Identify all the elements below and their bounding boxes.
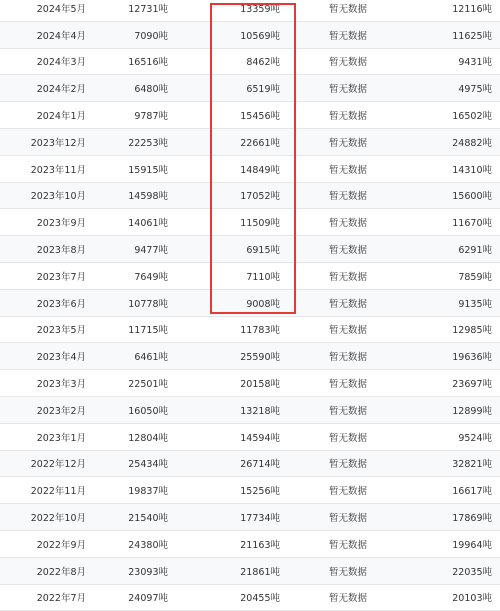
no-data-cell: 暂无数据 [328, 593, 367, 605]
month-cell: 2023年5月 [36, 325, 86, 337]
value-cell: 20158吨 [240, 379, 280, 391]
no-data-cell: 暂无数据 [328, 271, 367, 283]
value-cell: 9135吨 [458, 298, 492, 310]
value-cell: 14061吨 [128, 218, 168, 230]
value-cell: 9477吨 [134, 245, 168, 257]
month-cell: 2023年3月 [36, 379, 86, 391]
value-cell: 6915吨 [246, 245, 280, 257]
value-cell: 7649吨 [134, 271, 168, 283]
value-cell: 6461吨 [134, 352, 168, 364]
value-cell: 6291吨 [458, 245, 492, 257]
table-row [0, 343, 500, 370]
no-data-cell: 暂无数据 [328, 486, 367, 498]
no-data-cell: 暂无数据 [328, 539, 367, 551]
value-cell: 19837吨 [128, 486, 168, 498]
month-cell: 2023年11月 [30, 164, 86, 176]
value-cell: 15256吨 [240, 486, 280, 498]
value-cell: 7859吨 [458, 271, 492, 283]
value-cell: 25590吨 [240, 352, 280, 364]
month-cell: 2023年12月 [30, 137, 86, 149]
table-row [0, 75, 500, 102]
value-cell: 14849吨 [240, 164, 280, 176]
no-data-cell: 暂无数据 [328, 566, 367, 578]
table-row [0, 531, 500, 558]
value-cell: 14598吨 [128, 191, 168, 203]
value-cell: 6519吨 [246, 84, 280, 96]
table-row [0, 397, 500, 424]
value-cell: 22035吨 [452, 566, 492, 578]
value-cell: 11783吨 [240, 325, 280, 337]
value-cell: 17052吨 [240, 191, 280, 203]
no-data-cell: 暂无数据 [328, 405, 367, 417]
no-data-cell: 暂无数据 [328, 111, 367, 123]
month-cell: 2022年12月 [30, 459, 86, 471]
value-cell: 14594吨 [240, 432, 280, 444]
value-cell: 19636吨 [452, 352, 492, 364]
table-row [0, 370, 500, 397]
value-cell: 10569吨 [240, 30, 280, 42]
value-cell: 4975吨 [458, 84, 492, 96]
month-cell: 2022年8月 [36, 566, 86, 578]
table-row [0, 22, 500, 49]
no-data-cell: 暂无数据 [328, 137, 367, 149]
month-cell: 2022年11月 [30, 486, 86, 498]
table-row [0, 424, 500, 451]
month-cell: 2024年2月 [36, 84, 86, 96]
value-cell: 21861吨 [240, 566, 280, 578]
value-cell: 6480吨 [134, 84, 168, 96]
month-cell: 2024年1月 [36, 111, 86, 123]
no-data-cell: 暂无数据 [328, 432, 367, 444]
value-cell: 23093吨 [128, 566, 168, 578]
value-cell: 17734吨 [240, 513, 280, 525]
value-cell: 15456吨 [240, 111, 280, 123]
value-cell: 26714吨 [240, 459, 280, 471]
value-cell: 9008吨 [246, 298, 280, 310]
value-cell: 10778吨 [128, 298, 168, 310]
value-cell: 11509吨 [240, 218, 280, 230]
no-data-cell: 暂无数据 [328, 164, 367, 176]
value-cell: 13359吨 [240, 3, 280, 15]
month-cell: 2023年4月 [36, 352, 86, 364]
value-cell: 11670吨 [452, 218, 492, 230]
table-row [0, 585, 500, 611]
no-data-cell: 暂无数据 [328, 3, 367, 15]
value-cell: 15600吨 [452, 191, 492, 203]
month-cell: 2023年6月 [36, 298, 86, 310]
value-cell: 7090吨 [134, 30, 168, 42]
table-row [0, 290, 500, 317]
table-row [0, 236, 500, 263]
table-row [0, 209, 500, 236]
value-cell: 8462吨 [246, 57, 280, 69]
table-row [0, 0, 500, 22]
month-cell: 2022年7月 [36, 593, 86, 605]
value-cell: 19964吨 [452, 539, 492, 551]
no-data-cell: 暂无数据 [328, 84, 367, 96]
month-cell: 2023年7月 [36, 271, 86, 283]
table-row [0, 49, 500, 76]
table-row [0, 183, 500, 210]
value-cell: 9524吨 [458, 432, 492, 444]
no-data-cell: 暂无数据 [328, 459, 367, 471]
table-row [0, 156, 500, 183]
value-cell: 16516吨 [128, 57, 168, 69]
value-cell: 24380吨 [128, 539, 168, 551]
table-row [0, 477, 500, 504]
no-data-cell: 暂无数据 [328, 191, 367, 203]
value-cell: 12899吨 [452, 405, 492, 417]
value-cell: 11625吨 [452, 30, 492, 42]
value-cell: 22661吨 [240, 137, 280, 149]
value-cell: 17869吨 [452, 513, 492, 525]
value-cell: 22253吨 [128, 137, 168, 149]
no-data-cell: 暂无数据 [328, 245, 367, 257]
month-cell: 2023年2月 [36, 405, 86, 417]
month-cell: 2023年9月 [36, 218, 86, 230]
no-data-cell: 暂无数据 [328, 352, 367, 364]
no-data-cell: 暂无数据 [328, 513, 367, 525]
no-data-cell: 暂无数据 [328, 30, 367, 42]
value-cell: 9787吨 [134, 111, 168, 123]
value-cell: 11715吨 [128, 325, 168, 337]
no-data-cell: 暂无数据 [328, 325, 367, 337]
value-cell: 12116吨 [452, 3, 492, 15]
value-cell: 23697吨 [452, 379, 492, 391]
month-cell: 2024年5月 [36, 3, 86, 15]
month-cell: 2023年10月 [30, 191, 86, 203]
table-row [0, 317, 500, 344]
table-row [0, 263, 500, 290]
month-cell: 2023年8月 [36, 245, 86, 257]
no-data-cell: 暂无数据 [328, 298, 367, 310]
table-row [0, 558, 500, 585]
value-cell: 13218吨 [240, 405, 280, 417]
value-cell: 32821吨 [452, 459, 492, 471]
value-cell: 24097吨 [128, 593, 168, 605]
value-cell: 12804吨 [128, 432, 168, 444]
value-cell: 12985吨 [452, 325, 492, 337]
value-cell: 14310吨 [452, 164, 492, 176]
table-row [0, 451, 500, 478]
no-data-cell: 暂无数据 [328, 218, 367, 230]
month-cell: 2022年10月 [30, 513, 86, 525]
no-data-cell: 暂无数据 [328, 379, 367, 391]
value-cell: 16617吨 [452, 486, 492, 498]
month-cell: 2023年1月 [36, 432, 86, 444]
value-cell: 7110吨 [246, 271, 280, 283]
value-cell: 22501吨 [128, 379, 168, 391]
value-cell: 25434吨 [128, 459, 168, 471]
month-cell: 2022年9月 [36, 539, 86, 551]
value-cell: 15915吨 [128, 164, 168, 176]
table-row [0, 129, 500, 156]
value-cell: 16050吨 [128, 405, 168, 417]
value-cell: 21540吨 [128, 513, 168, 525]
month-cell: 2024年4月 [36, 30, 86, 42]
value-cell: 20455吨 [240, 593, 280, 605]
month-cell: 2024年3月 [36, 57, 86, 69]
table-row [0, 504, 500, 531]
value-cell: 16502吨 [452, 111, 492, 123]
no-data-cell: 暂无数据 [328, 57, 367, 69]
value-cell: 20103吨 [452, 593, 492, 605]
value-cell: 9431吨 [458, 57, 492, 69]
value-cell: 24882吨 [452, 137, 492, 149]
value-cell: 21163吨 [240, 539, 280, 551]
table-row [0, 102, 500, 129]
value-cell: 12731吨 [128, 3, 168, 15]
